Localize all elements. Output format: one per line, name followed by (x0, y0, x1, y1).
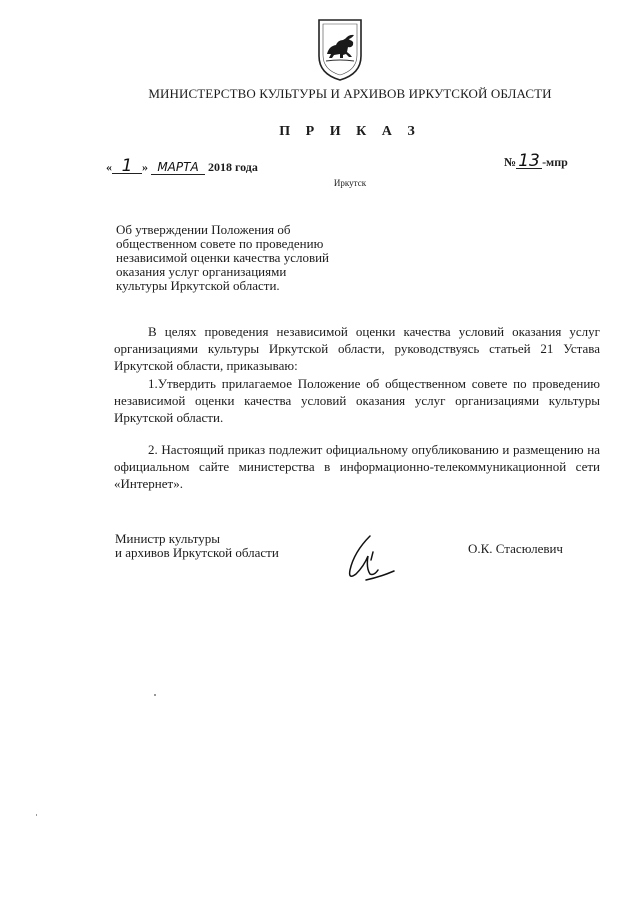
signatory-name: О.К. Стасюлевич (468, 541, 563, 556)
date-close-quote: » (142, 160, 148, 174)
signatory-title (115, 532, 279, 560)
subject-line: оказания услуг организациями (116, 264, 287, 279)
date-year: 2018 года (208, 160, 258, 174)
date-day: 1 (112, 159, 142, 174)
subject-line: Об утверждении Положения об (116, 222, 291, 237)
signatory-title-line: Министр культуры (115, 531, 221, 546)
body-paragraph-item-1: 1.Утвердить прилагаемое Положение об общественном совете по проведению независимой оценки качества условий оказания услуг организациями культуры Иркутской области. (114, 376, 600, 425)
subject-line: культуры Иркутской области. (116, 278, 280, 293)
signature-icon (340, 530, 404, 586)
order-number (504, 151, 568, 171)
date-month: МАРТА (151, 160, 205, 175)
body-paragraph-preamble: В целях проведения независимой оценки качества условий оказания услуг организациями культуры Иркутской области, руководствуясь статьей 21 Устава Иркутской области, приказываю: (114, 324, 600, 373)
number-prefix: № (504, 155, 517, 169)
scan-speck (36, 814, 37, 816)
subject-line: независимой оценки качества условий (116, 250, 330, 265)
ministry-name: МИНИСТЕРСТВО КУЛЬТУРЫ И АРХИВОВ ИРКУТСКОЙ ОБЛАСТИ (148, 86, 552, 101)
number-suffix: -мпр (542, 155, 568, 169)
signatory-title-line: и архивов Иркутской области (115, 545, 279, 560)
subject-line: общественном совете по проведению (116, 236, 324, 251)
number-value: 13 (516, 154, 542, 169)
order-date (106, 156, 258, 176)
order-subject (116, 223, 366, 293)
coat-of-arms-icon (316, 18, 364, 82)
document-type-heading: П Р И К А З (279, 124, 421, 139)
date-open-quote: « (106, 160, 112, 174)
city-label: Иркутск (333, 178, 367, 188)
body-paragraph-item-2: 2. Настоящий приказ подлежит официальному опубликованию и размещению на официальном сайте министерства в информационно-телекоммуникационной сети «Интернет». (114, 442, 600, 491)
scan-speck (154, 694, 156, 696)
